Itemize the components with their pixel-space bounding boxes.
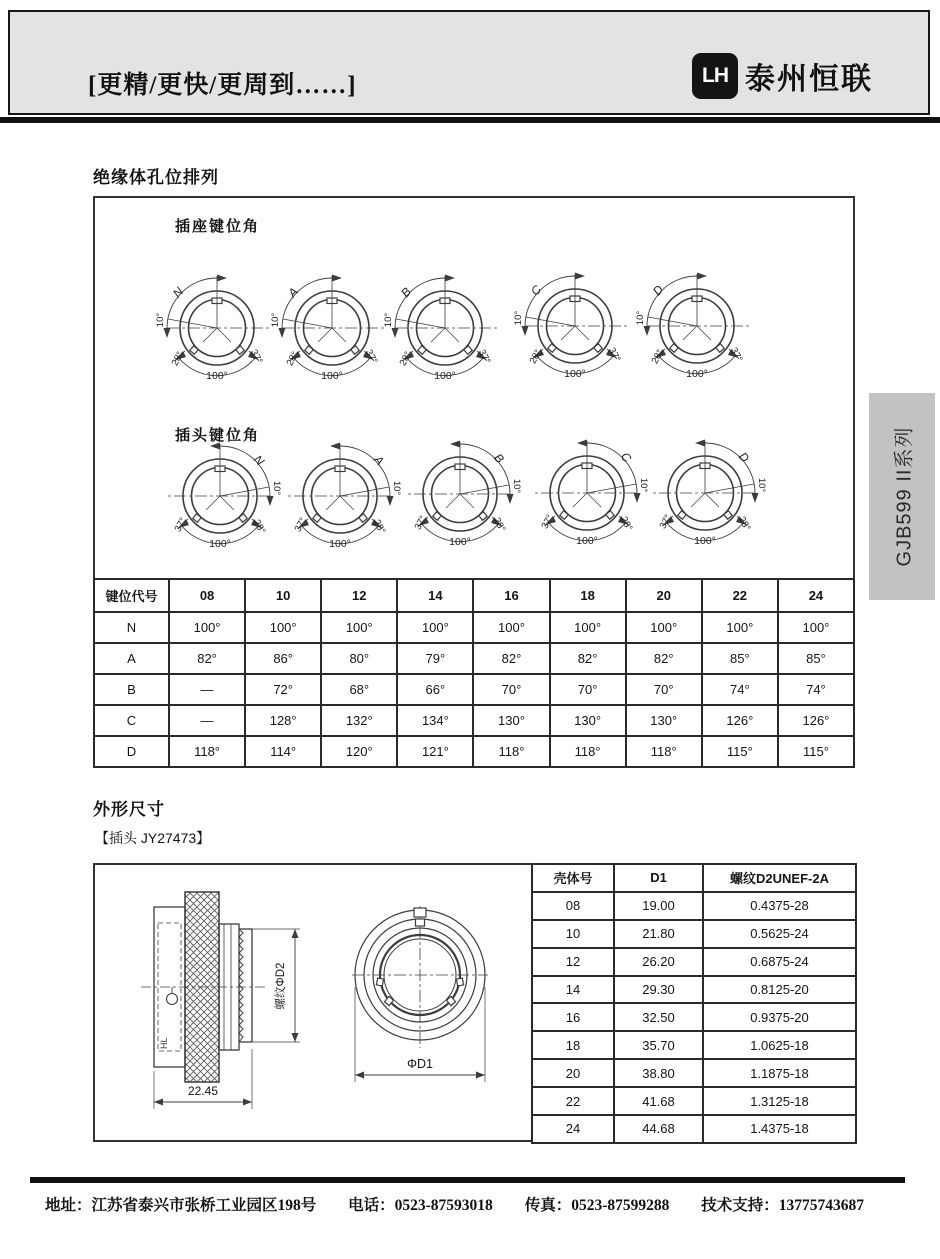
size-table-cell: 16 <box>532 1003 614 1031</box>
key-table-header-cell: 18 <box>550 579 626 612</box>
size-table-cell: 24 <box>532 1115 614 1143</box>
size-table-cell: 0.4375-28 <box>703 892 856 920</box>
socket-key-diagram-D <box>627 260 767 384</box>
key-table-row-label: N <box>94 612 169 643</box>
size-table-cell: 08 <box>532 892 614 920</box>
size-table-cell: 0.8125-20 <box>703 976 856 1004</box>
table-row <box>532 1115 856 1143</box>
side-view-mark-label: HL <box>159 1037 169 1049</box>
size-table-cell: 10 <box>532 920 614 948</box>
key-angle-diagram-panel <box>93 196 855 580</box>
size-table-cell: 38.80 <box>614 1059 703 1087</box>
svg-text:37°: 37° <box>727 345 745 364</box>
key-table-header-cell: 12 <box>321 579 397 612</box>
svg-text:37°: 37° <box>172 515 190 534</box>
size-table-cell: 22 <box>532 1087 614 1115</box>
svg-text:100°: 100° <box>686 368 708 380</box>
size-table-cell: 1.0625-18 <box>703 1031 856 1059</box>
table-row <box>532 1031 856 1059</box>
header <box>8 10 930 115</box>
svg-text:28°: 28° <box>169 349 187 368</box>
svg-text:37°: 37° <box>412 513 430 532</box>
key-table-cell: 130° <box>473 705 549 736</box>
key-table-cell: 100° <box>245 612 321 643</box>
table-row <box>94 736 854 767</box>
address-text: 地址：江苏省泰兴市张桥工业园区198号 <box>45 1197 317 1214</box>
key-table-cell: 74° <box>702 674 778 705</box>
key-table-cell: 100° <box>702 612 778 643</box>
plug-key-diagram-N <box>150 430 290 554</box>
table-row <box>532 892 856 920</box>
key-table-cell: 120° <box>321 736 397 767</box>
svg-text:100°: 100° <box>449 536 471 548</box>
key-table-row-label: B <box>94 674 169 705</box>
plug-key-diagram-D <box>635 427 775 551</box>
size-table-cell: 18 <box>532 1031 614 1059</box>
table-row <box>532 976 856 1004</box>
key-table-header-cell: 20 <box>626 579 702 612</box>
size-table-cell: 26.20 <box>614 948 703 976</box>
socket-key-diagram-C <box>505 260 645 384</box>
svg-text:37°: 37° <box>292 515 310 534</box>
key-table-header-cell: 14 <box>397 579 473 612</box>
svg-text:10°: 10° <box>271 480 282 496</box>
svg-text:100°: 100° <box>321 370 343 382</box>
table-row <box>94 705 854 736</box>
key-table-cell: 86° <box>245 643 321 674</box>
svg-text:A: A <box>371 452 387 468</box>
size-table-cell: 44.68 <box>614 1115 703 1143</box>
svg-text:10°: 10° <box>756 477 767 493</box>
svg-text:28°: 28° <box>250 517 268 536</box>
key-table-cell: 79° <box>397 643 473 674</box>
svg-text:37°: 37° <box>539 512 557 531</box>
key-table-cell: 68° <box>321 674 397 705</box>
key-table-cell: 118° <box>169 736 245 767</box>
svg-text:A: A <box>285 284 301 300</box>
fax-text: 传真：0523-87599288 <box>524 1197 670 1214</box>
key-table-cell: 100° <box>550 612 626 643</box>
series-tab-label: GJB599 II系列 <box>893 426 916 567</box>
key-table-row-label: D <box>94 736 169 767</box>
phone-text: 电话：0523-87593018 <box>348 1197 493 1214</box>
key-table-cell: 134° <box>397 705 473 736</box>
key-table-header-cell: 08 <box>169 579 245 612</box>
key-table-cell: 82° <box>626 643 702 674</box>
section-title-dimensions: 外形尺寸 <box>93 800 165 819</box>
socket-key-diagram-B <box>375 262 515 386</box>
plug-key-diagram-A <box>270 430 410 554</box>
size-table-cell: 0.9375-20 <box>703 1003 856 1031</box>
svg-text:N: N <box>250 452 268 469</box>
svg-text:100°: 100° <box>564 368 586 380</box>
table-row <box>94 579 854 612</box>
svg-text:37°: 37° <box>475 347 493 366</box>
svg-text:C: C <box>527 282 545 299</box>
footer-divider-bar <box>30 1177 905 1183</box>
front-view-drawing <box>342 892 512 1092</box>
key-table-cell: 115° <box>778 736 854 767</box>
svg-text:28°: 28° <box>284 349 302 368</box>
key-table-cell: 130° <box>626 705 702 736</box>
size-table-cell: 0.6875-24 <box>703 948 856 976</box>
size-table-cell: 1.4375-18 <box>703 1115 856 1143</box>
key-table-cell: 70° <box>473 674 549 705</box>
header-divider-bar <box>0 117 940 123</box>
size-table-cell: 0.5625-24 <box>703 920 856 948</box>
svg-text:28°: 28° <box>527 347 545 366</box>
size-table-cell: 20 <box>532 1059 614 1087</box>
svg-text:28°: 28° <box>735 514 753 533</box>
key-table-cell: 85° <box>702 643 778 674</box>
svg-text:10°: 10° <box>638 477 649 493</box>
svg-text:D: D <box>735 449 753 466</box>
key-table-cell: 72° <box>245 674 321 705</box>
svg-text:10°: 10° <box>270 312 281 328</box>
size-table-cell: 1.1875-18 <box>703 1059 856 1087</box>
svg-text:B: B <box>398 284 414 300</box>
table-row <box>532 1087 856 1115</box>
svg-text:28°: 28° <box>649 347 667 366</box>
svg-text:100°: 100° <box>576 535 598 547</box>
svg-text:C: C <box>617 449 635 466</box>
svg-text:37°: 37° <box>362 347 380 366</box>
svg-text:10°: 10° <box>635 310 646 326</box>
table-row <box>532 920 856 948</box>
key-table-header-cell: 10 <box>245 579 321 612</box>
svg-text:100°: 100° <box>694 535 716 547</box>
table-row <box>94 674 854 705</box>
key-table-cell: 82° <box>473 643 549 674</box>
key-table-cell: 100° <box>397 612 473 643</box>
key-table-cell: 118° <box>473 736 549 767</box>
shell-size-table <box>531 863 857 1144</box>
svg-text:10°: 10° <box>391 480 402 496</box>
key-table-cell: 82° <box>550 643 626 674</box>
table-row <box>532 948 856 976</box>
key-table-cell: 74° <box>778 674 854 705</box>
table-row <box>94 612 854 643</box>
size-table-cell: 14 <box>532 976 614 1004</box>
plug-key-diagram-B <box>390 428 530 552</box>
lh-logo-letters: LH <box>702 64 728 87</box>
key-table-row-label: A <box>94 643 169 674</box>
side-view-drawing <box>127 879 317 1124</box>
key-table-cell: 66° <box>397 674 473 705</box>
size-table-cell: 19.00 <box>614 892 703 920</box>
width-dimension-label: 22.45 <box>187 1084 219 1098</box>
key-table-cell: 100° <box>473 612 549 643</box>
svg-text:10°: 10° <box>383 312 394 328</box>
table-row <box>94 643 854 674</box>
size-table-header-cell: D1 <box>614 864 703 892</box>
size-table-header-cell: 壳体号 <box>532 864 614 892</box>
svg-text:28°: 28° <box>617 514 635 533</box>
key-table-cell: 100° <box>778 612 854 643</box>
svg-text:10°: 10° <box>513 310 524 326</box>
slogan-text: [更精/更快/更周到……] <box>88 72 357 99</box>
plug-angle-label: 插头键位角 <box>175 427 261 444</box>
key-table-cell: 114° <box>245 736 321 767</box>
size-table-cell: 29.30 <box>614 976 703 1004</box>
key-table-cell: 126° <box>778 705 854 736</box>
svg-text:B: B <box>491 450 507 466</box>
key-table-row-label: C <box>94 705 169 736</box>
size-table-cell: 12 <box>532 948 614 976</box>
svg-text:28°: 28° <box>397 349 415 368</box>
svg-text:100°: 100° <box>206 370 228 382</box>
svg-text:100°: 100° <box>434 370 456 382</box>
footer <box>45 1193 915 1215</box>
key-table-cell: 100° <box>321 612 397 643</box>
table-row <box>532 864 856 892</box>
svg-text:100°: 100° <box>209 538 231 550</box>
section-title-insulator: 绝缘体孔位排列 <box>93 168 219 187</box>
socket-angle-label: 插座键位角 <box>175 218 261 235</box>
key-table-cell: 126° <box>702 705 778 736</box>
svg-text:28°: 28° <box>490 515 508 534</box>
table-row <box>532 1003 856 1031</box>
key-table-cell: 121° <box>397 736 473 767</box>
svg-text:10°: 10° <box>511 478 522 494</box>
key-table-cell: 100° <box>626 612 702 643</box>
svg-text:100°: 100° <box>329 538 351 550</box>
key-table-cell: — <box>169 674 245 705</box>
key-table-cell: 70° <box>550 674 626 705</box>
key-angle-table <box>93 578 855 768</box>
key-table-cell: 85° <box>778 643 854 674</box>
support-text: 技术支持：13775743687 <box>701 1197 864 1214</box>
svg-text:10°: 10° <box>155 312 166 328</box>
key-table-cell: 115° <box>702 736 778 767</box>
svg-text:D: D <box>649 282 667 299</box>
table-row <box>532 1059 856 1087</box>
size-table-cell: 41.68 <box>614 1087 703 1115</box>
size-table-cell: 35.70 <box>614 1031 703 1059</box>
key-table-header-cell: 22 <box>702 579 778 612</box>
key-table-cell: 118° <box>626 736 702 767</box>
key-table-cell: — <box>169 705 245 736</box>
key-table-cell: 128° <box>245 705 321 736</box>
key-table-cell: 70° <box>626 674 702 705</box>
key-table-cell: 80° <box>321 643 397 674</box>
diameter-dimension-label: ΦD1 <box>407 1057 433 1071</box>
key-table-header-cell: 24 <box>778 579 854 612</box>
size-table-cell: 1.3125-18 <box>703 1087 856 1115</box>
subtitle-plug-model: 【插头 JY27473】 <box>95 830 211 846</box>
size-table-cell: 32.50 <box>614 1003 703 1031</box>
svg-text:N: N <box>169 284 187 301</box>
key-table-cell: 100° <box>169 612 245 643</box>
lh-logo-icon <box>692 53 738 99</box>
size-table-header-cell: 螺纹D2UNEF-2A <box>703 864 856 892</box>
series-tab <box>869 393 935 600</box>
size-table-cell: 21.80 <box>614 920 703 948</box>
svg-text:37°: 37° <box>605 345 623 364</box>
svg-text:28°: 28° <box>370 517 388 536</box>
key-table-cell: 132° <box>321 705 397 736</box>
svg-text:37°: 37° <box>247 347 265 366</box>
key-table-header-cell: 键位代号 <box>94 579 169 612</box>
key-table-cell: 118° <box>550 736 626 767</box>
svg-text:37°: 37° <box>657 512 675 531</box>
brand-name: 泰州恒联 <box>745 63 873 96</box>
key-table-cell: 130° <box>550 705 626 736</box>
thread-dimension-label: 螺纹ΦD2 <box>275 962 287 1010</box>
key-table-header-cell: 16 <box>473 579 549 612</box>
key-table-cell: 82° <box>169 643 245 674</box>
brand-logo <box>692 53 873 99</box>
